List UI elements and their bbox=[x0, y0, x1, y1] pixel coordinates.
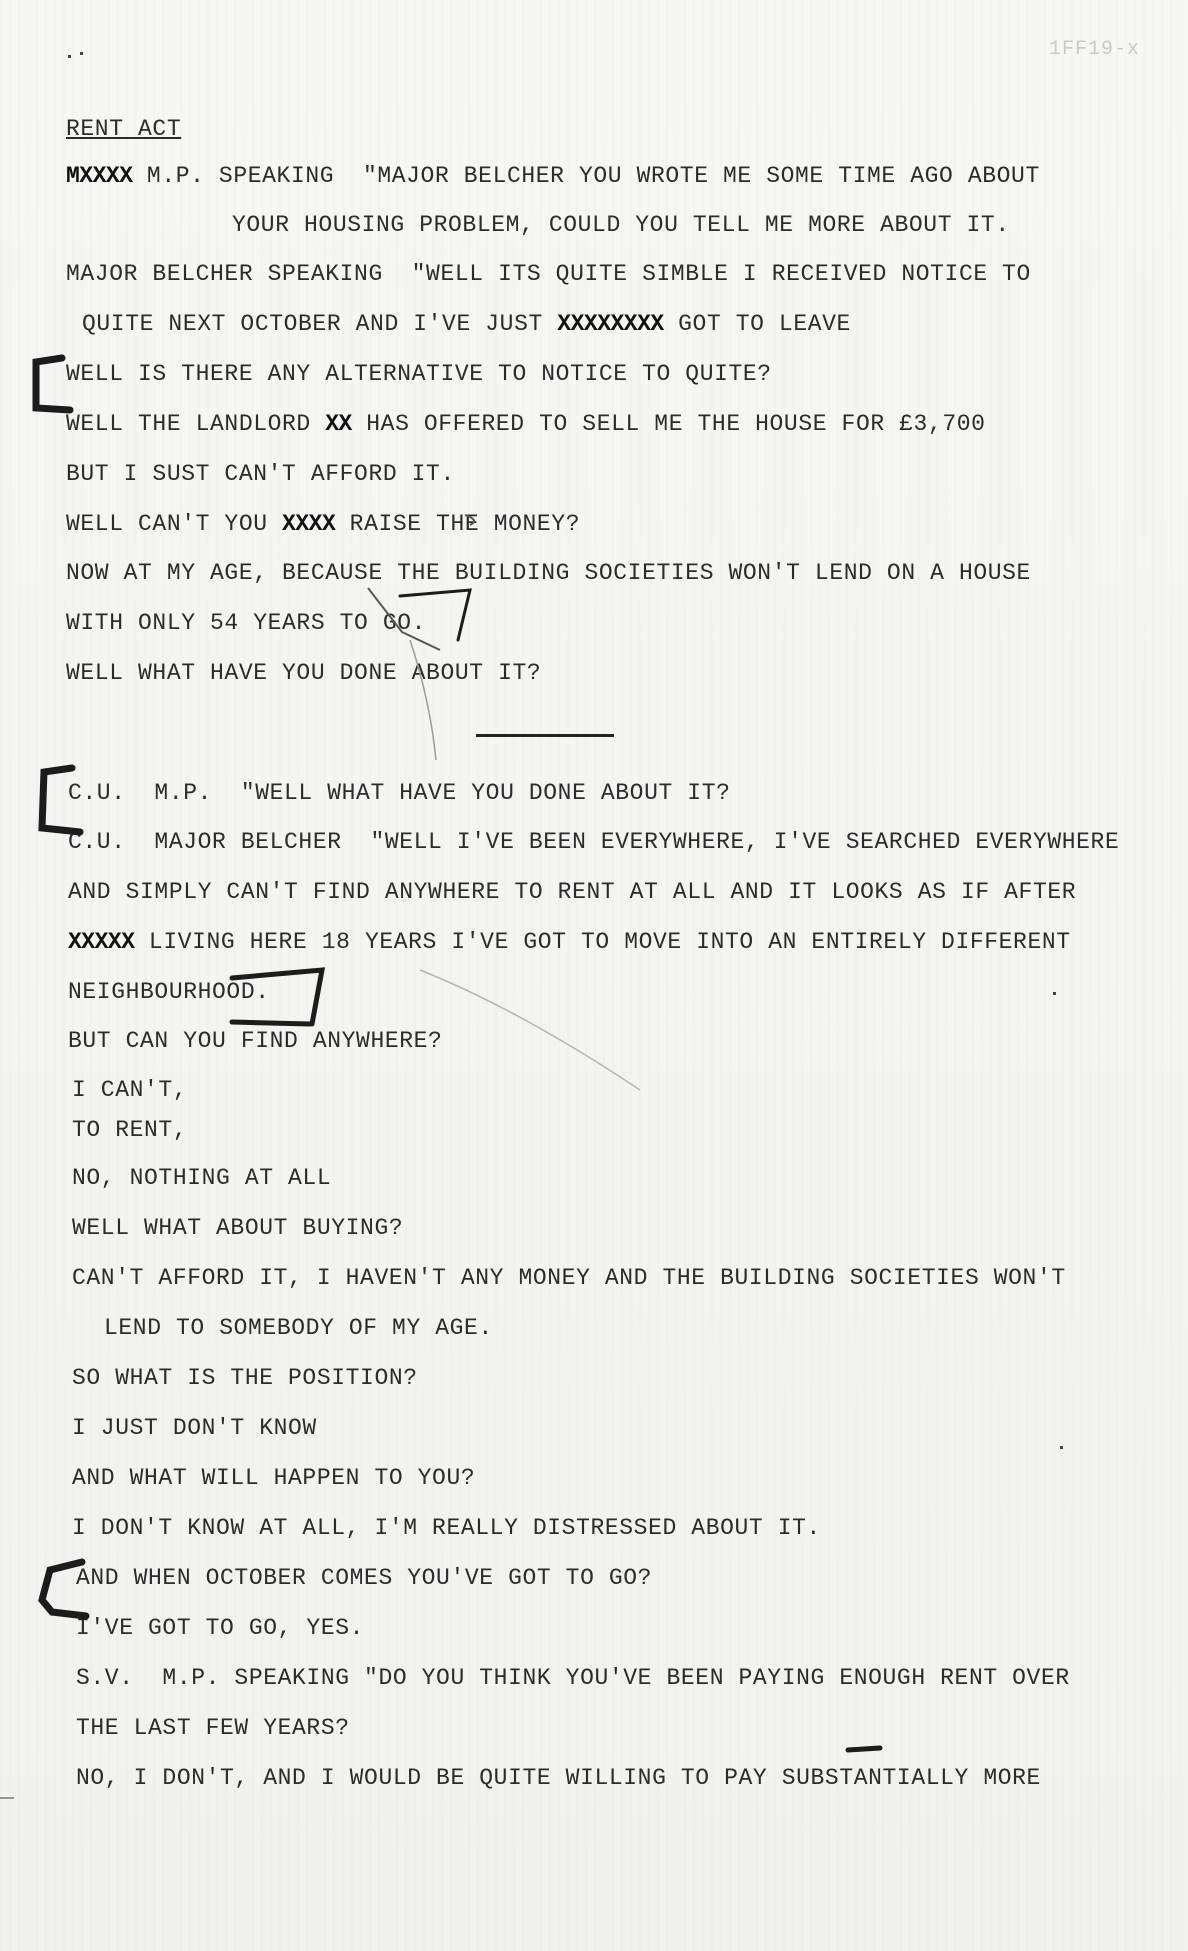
ink-speck bbox=[1053, 992, 1056, 995]
line-text: MAJOR BELCHER SPEAKING "WELL ITS QUITE SIMBLE I RECEIVED NOTICE TO bbox=[66, 261, 1031, 287]
line-text: QUITE NEXT OCTOBER AND I'VE JUST bbox=[82, 311, 558, 337]
line-text: I'VE GOT TO GO, YES. bbox=[76, 1615, 365, 1641]
line-text: HAS OFFERED TO SELL ME THE HOUSE FOR £3,700 bbox=[351, 411, 986, 437]
edit-bracket-3 bbox=[42, 768, 80, 832]
edit-bracket-1 bbox=[36, 358, 70, 410]
line-text: THE LAST FEW YEARS? bbox=[76, 1715, 350, 1741]
pencil-stroke-4 bbox=[420, 970, 640, 1090]
pencil-stroke-1 bbox=[368, 588, 440, 650]
struck-out-text: XXXXX bbox=[68, 929, 135, 955]
line-text: WELL WHAT ABOUT BUYING? bbox=[72, 1215, 404, 1241]
edit-bracket-2 bbox=[400, 590, 470, 640]
line-text: M.P. SPEAKING "MAJOR BELCHER YOU WROTE ME SOME TIME AGO ABOUT bbox=[132, 163, 1040, 189]
line-text: C.U. M.P. "WELL WHAT HAVE YOU DONE ABOUT IT? bbox=[68, 780, 731, 806]
line-text: NO, I DON'T, AND I WOULD BE QUITE WILLING TO PAY SUBSTANTIALLY MORE bbox=[76, 1765, 1041, 1791]
ink-speck bbox=[1060, 1446, 1063, 1449]
struck-out-text: MXXXX bbox=[66, 163, 133, 189]
line-text: LEND TO SOMEBODY OF MY AGE. bbox=[104, 1315, 493, 1341]
line-text: AND WHAT WILL HAPPEN TO YOU? bbox=[72, 1465, 476, 1491]
line-text: AND SIMPLY CAN'T FIND ANYWHERE TO RENT AT ALL AND IT LOOKS AS IF AFTER bbox=[68, 879, 1077, 905]
ink-speck bbox=[80, 52, 83, 55]
line-text: CAN'T AFFORD IT, I HAVEN'T ANY MONEY AND THE BUILDING SOCIETIES WON'T bbox=[72, 1265, 1066, 1291]
line-text: BUT I SUST CAN'T AFFORD IT. bbox=[66, 461, 455, 487]
line-text: WELL IS THERE ANY ALTERNATIVE TO NOTICE TO QUITE? bbox=[66, 361, 772, 387]
line-text: I JUST DON'T KNOW bbox=[72, 1415, 317, 1441]
page-reference-number: 1FF19-x bbox=[1048, 38, 1140, 61]
line-text: SO WHAT IS THE POSITION? bbox=[72, 1365, 418, 1391]
line-text: WELL CAN'T YOU bbox=[66, 511, 283, 537]
line-text: GOT TO LEAVE bbox=[663, 311, 851, 337]
line-text: LIVING HERE 18 YEARS I'VE GOT TO MOVE INTO AN ENTIRELY DIFFERENT bbox=[134, 929, 1071, 955]
ink-speck bbox=[68, 55, 71, 58]
line-text: NOW AT MY AGE, BECAUSE THE BUILDING SOCIETIES WON'T LEND ON A HOUSE bbox=[66, 560, 1031, 586]
edit-mark-bar bbox=[848, 1748, 880, 1750]
struck-out-text: XXXX bbox=[282, 511, 336, 537]
line-text: TO RENT, bbox=[72, 1117, 188, 1143]
edit-bracket-5 bbox=[42, 1562, 86, 1616]
line-text: I CAN'T, bbox=[72, 1077, 188, 1103]
struck-out-text: XXXXXXXX bbox=[557, 311, 664, 337]
pencil-stroke-3 bbox=[465, 515, 474, 525]
line-text: NO, NOTHING AT ALL bbox=[72, 1165, 332, 1191]
line-text: BUT CAN YOU FIND ANYWHERE? bbox=[68, 1028, 443, 1054]
line-text: RAISE THE MONEY? bbox=[335, 511, 581, 537]
document-heading: RENT ACT bbox=[66, 116, 182, 142]
line-text: NEIGHBOURHOOD. bbox=[68, 979, 270, 1005]
line-text: WELL THE LANDLORD bbox=[66, 411, 326, 437]
line-text: WITH ONLY 54 YEARS TO GO. bbox=[66, 610, 427, 636]
edit-bracket-4 bbox=[232, 970, 322, 1024]
struck-out-text: XX bbox=[325, 411, 352, 437]
line-text: WELL WHAT HAVE YOU DONE ABOUT IT? bbox=[66, 660, 542, 686]
line-text: YOUR HOUSING PROBLEM, COULD YOU TELL ME MORE ABOUT IT. bbox=[232, 212, 1010, 238]
line-text: C.U. MAJOR BELCHER "WELL I'VE BEEN EVERYWHERE, I'VE SEARCHED EVERYWHERE bbox=[68, 829, 1120, 855]
line-text: AND WHEN OCTOBER COMES YOU'VE GOT TO GO? bbox=[76, 1565, 653, 1591]
pencil-stroke-2 bbox=[410, 640, 436, 760]
line-text: S.V. M.P. SPEAKING "DO YOU THINK YOU'VE BEEN PAYING ENOUGH RENT OVER bbox=[76, 1665, 1070, 1691]
line-text: I DON'T KNOW AT ALL, I'M REALLY DISTRESSED ABOUT IT. bbox=[72, 1515, 821, 1541]
